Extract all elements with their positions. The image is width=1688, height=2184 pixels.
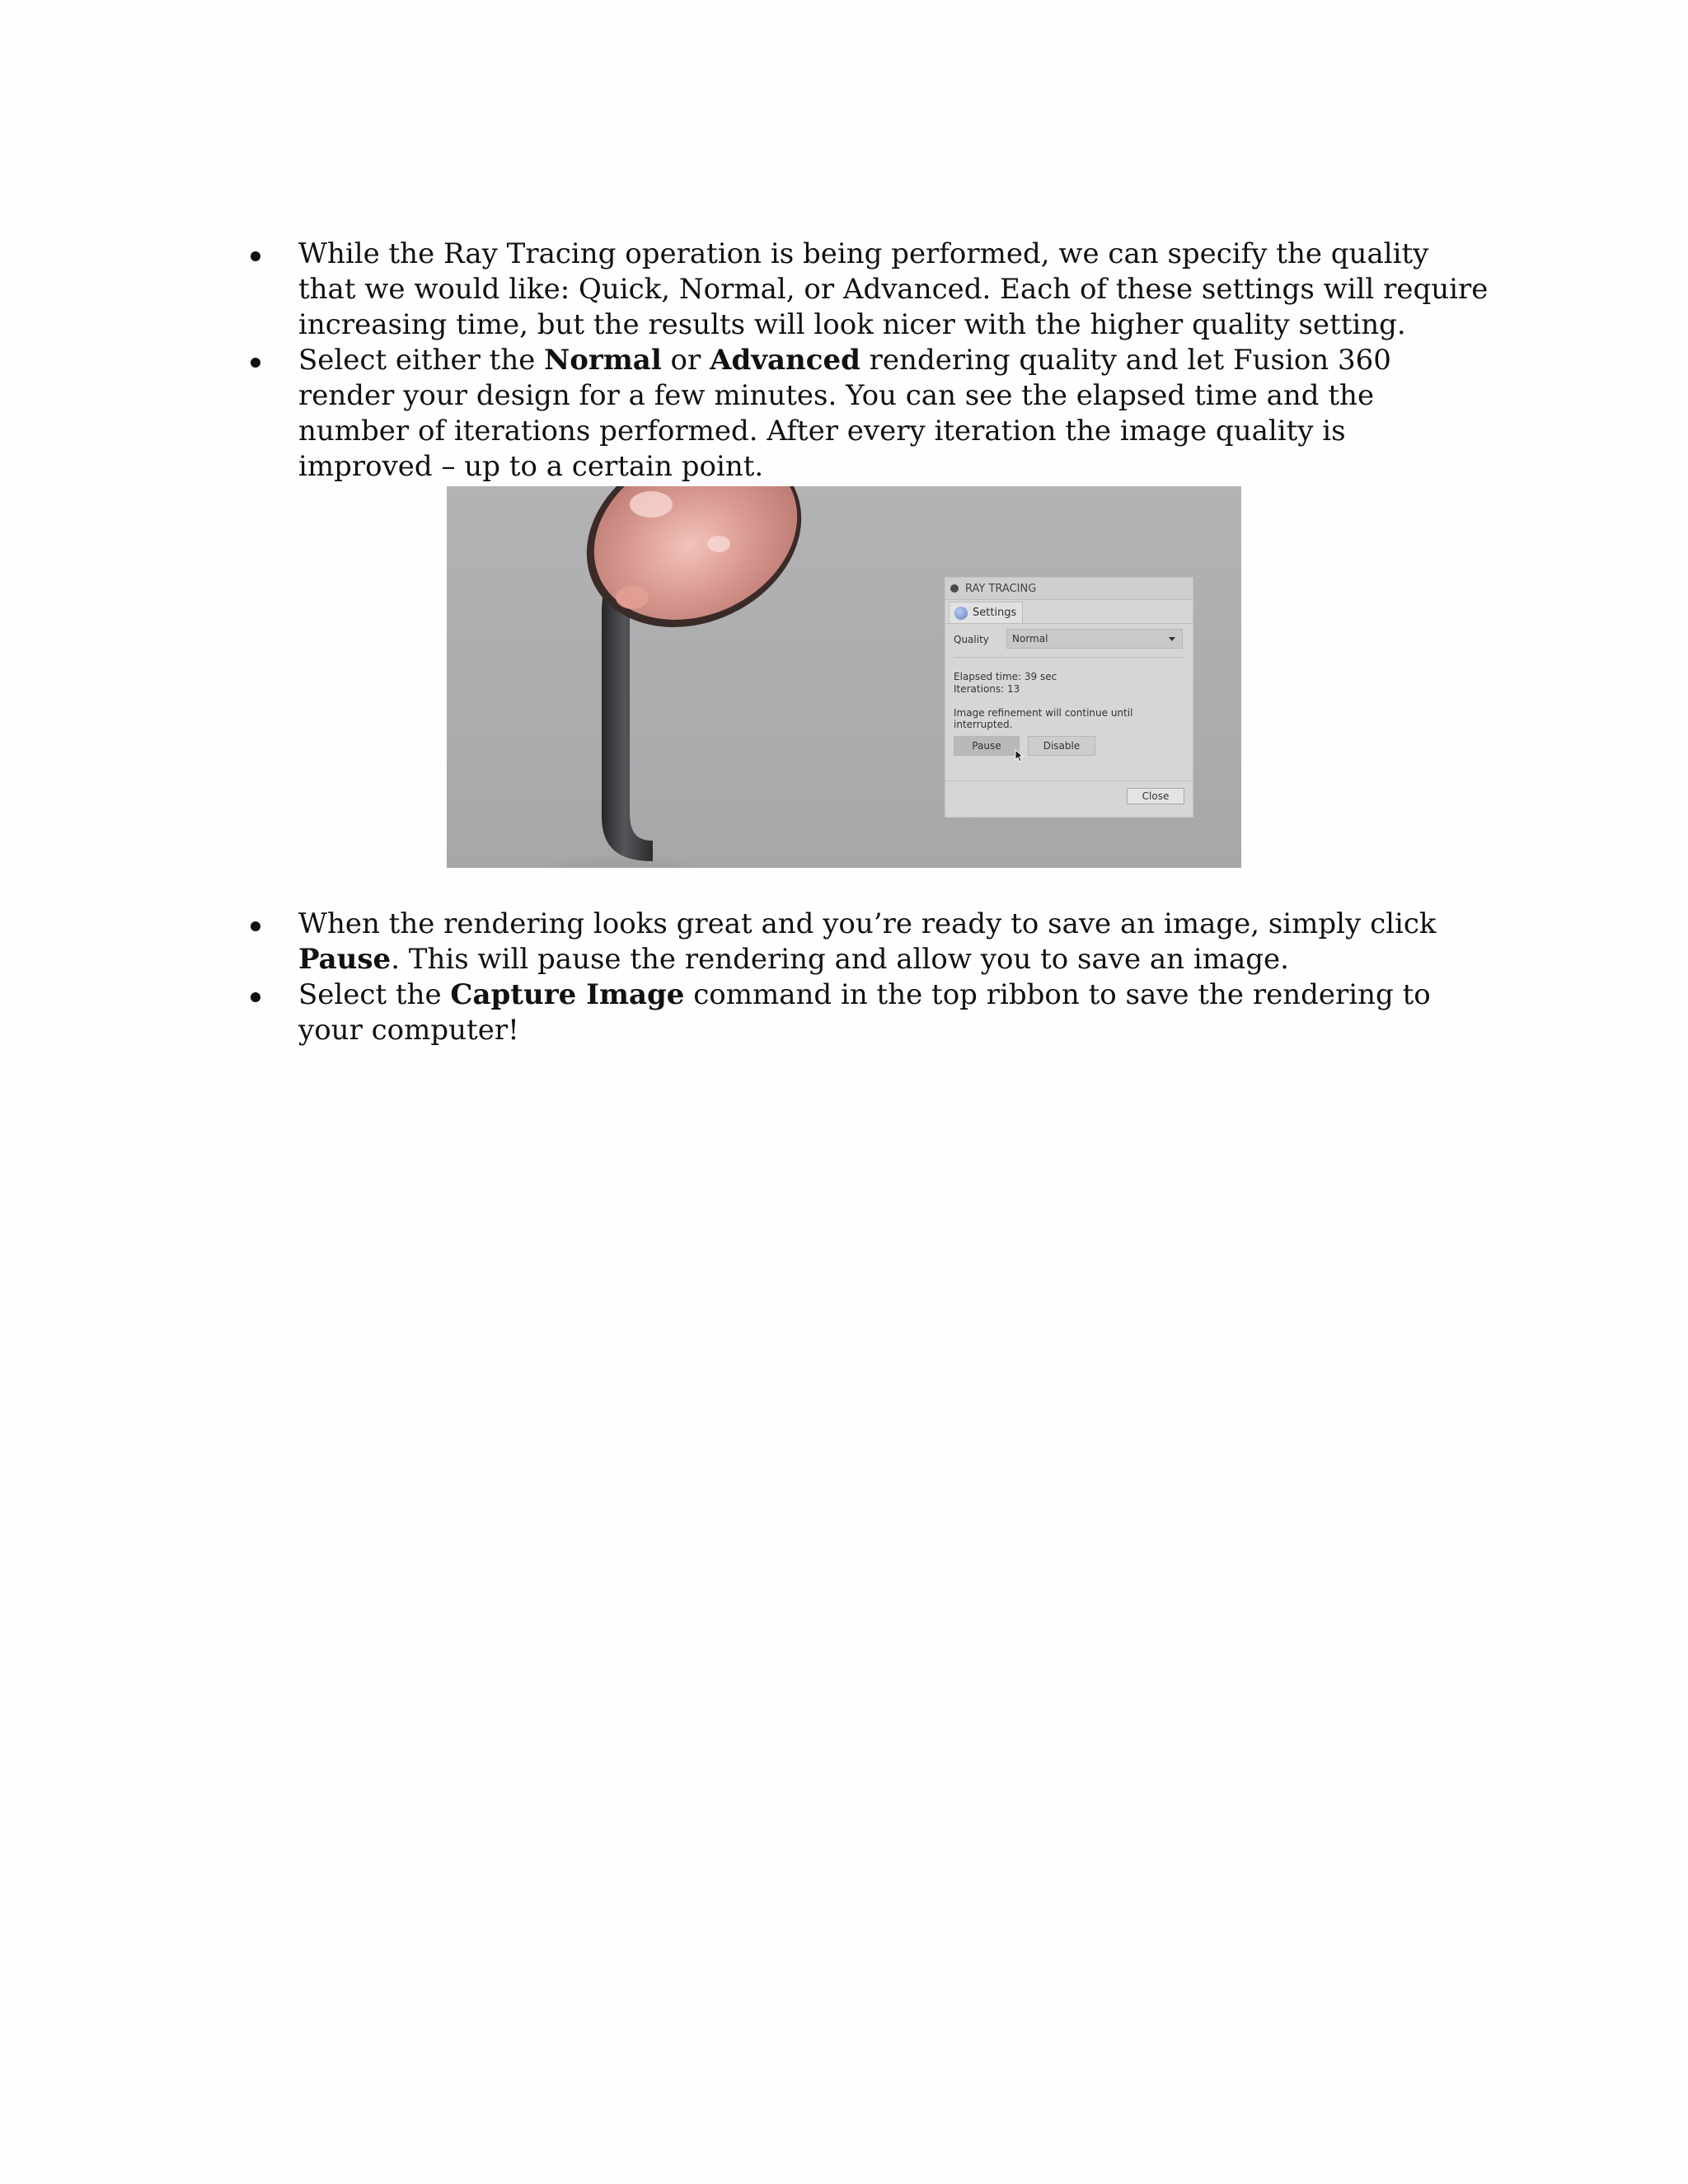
close-button[interactable]: Close bbox=[1127, 788, 1184, 804]
tab-settings[interactable] bbox=[949, 602, 1023, 623]
shade-highlight bbox=[707, 536, 730, 552]
bullet-icon bbox=[251, 358, 260, 368]
list-item-text bbox=[298, 344, 1391, 483]
bold-text-run: Normal bbox=[544, 344, 662, 377]
list-item-text bbox=[298, 237, 1488, 341]
disable-button[interactable]: Disable bbox=[1028, 736, 1095, 756]
divider bbox=[954, 657, 1183, 658]
ray-tracing-screenshot bbox=[447, 486, 1241, 868]
bullet-list-bottom bbox=[244, 907, 1489, 1048]
panel-header bbox=[945, 578, 1193, 600]
bullet-icon bbox=[251, 992, 260, 1002]
refinement-info: Image refinement will continue until interrupted. bbox=[954, 707, 1133, 730]
list-item bbox=[244, 237, 1489, 343]
mouse-cursor-icon bbox=[1015, 749, 1025, 762]
list-item-text bbox=[298, 907, 1437, 976]
bold-text-run: Advanced bbox=[710, 344, 860, 377]
tab-label: Settings bbox=[973, 607, 1017, 619]
shade-highlight bbox=[630, 491, 673, 518]
bullet-icon bbox=[251, 921, 260, 931]
text-run: While the Ray Tracing operation is being performed, we can specify the quality that we would like: Quick, Normal, or Advanced. Each of these settings will require increasing time, but the results will look nicer with the higher quality setting. bbox=[298, 237, 1489, 341]
panel-footer-divider bbox=[945, 780, 1193, 781]
panel-tabs bbox=[945, 600, 1193, 624]
text-run: command in the top ribbon to save the rendering to your computer! bbox=[298, 978, 1431, 1047]
text-run: or bbox=[661, 344, 710, 377]
text-run: When the rendering looks great and you’re ready to save an image, simply click bbox=[298, 907, 1437, 940]
panel-title: RAY TRACING bbox=[965, 582, 1037, 595]
list-item bbox=[244, 343, 1489, 485]
text-run: Select either the bbox=[298, 344, 545, 377]
collapse-icon[interactable] bbox=[950, 584, 959, 593]
lamp-base bbox=[529, 854, 710, 868]
bullet-list-top bbox=[244, 237, 1489, 485]
text-run: . This will pause the rendering and allow you to save an image. bbox=[391, 943, 1289, 976]
shade-highlight bbox=[616, 586, 649, 609]
quality-dropdown[interactable] bbox=[1006, 629, 1183, 649]
list-item bbox=[244, 907, 1489, 977]
elapsed-time: Elapsed time: 39 sec bbox=[954, 671, 1057, 682]
list-item bbox=[244, 977, 1489, 1048]
quality-label: Quality bbox=[954, 634, 989, 645]
settings-icon bbox=[954, 607, 968, 620]
chevron-down-icon bbox=[1169, 637, 1175, 641]
ray-tracing-panel bbox=[945, 577, 1193, 818]
pause-button[interactable]: Pause bbox=[954, 736, 1020, 756]
bold-text-run: Capture Image bbox=[450, 978, 685, 1011]
list-item-text bbox=[298, 978, 1431, 1047]
text-run: Select the bbox=[298, 978, 451, 1011]
bullet-icon bbox=[251, 251, 260, 261]
quality-value: Normal bbox=[1012, 633, 1048, 644]
bold-text-run: Pause bbox=[298, 943, 392, 976]
text-run: rendering quality and let Fusion 360 render your design for a few minutes. You can see the elapsed time and the number of iterations performed. After every iteration the image quality is improved – up to a certain point. bbox=[298, 344, 1391, 483]
iterations-count: Iterations: 13 bbox=[954, 683, 1020, 695]
